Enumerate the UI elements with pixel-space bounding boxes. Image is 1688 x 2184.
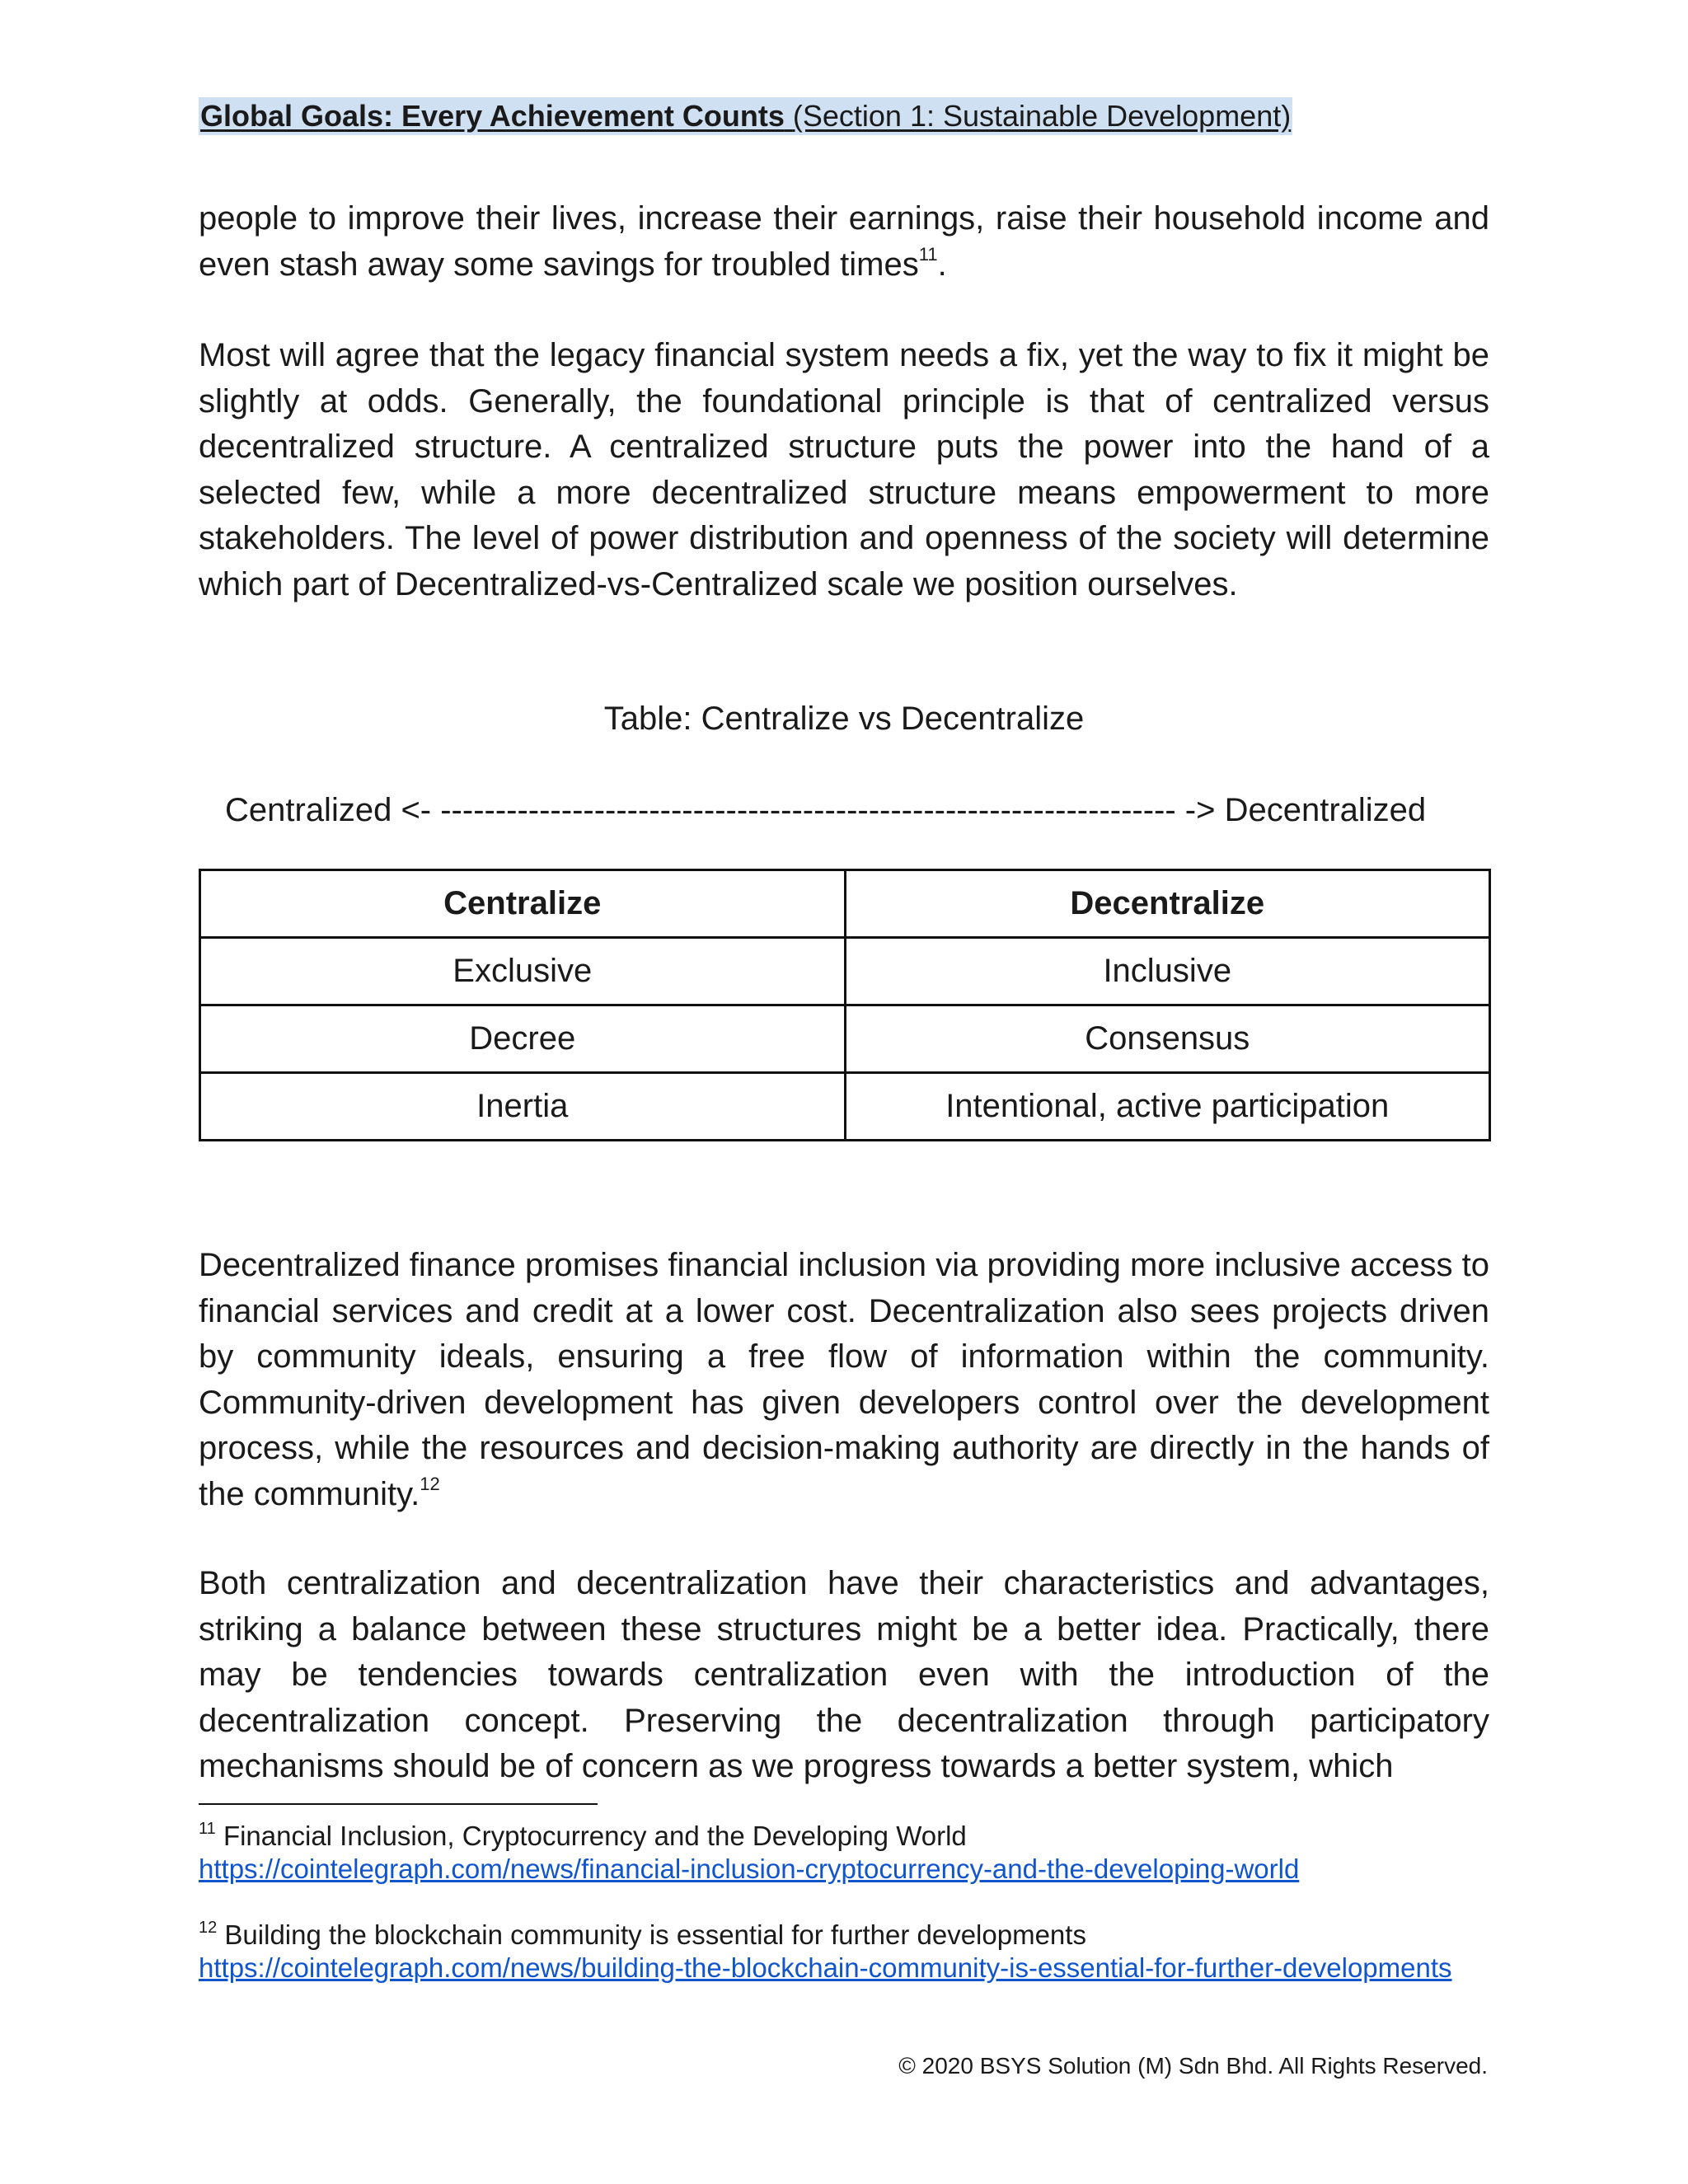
table-title: Table: Centralize vs Decentralize <box>603 701 1085 737</box>
table-row <box>200 938 1490 1005</box>
table-row <box>200 1073 1490 1141</box>
table-cell: Decree <box>200 1005 846 1073</box>
running-header <box>199 97 1292 135</box>
paragraph-3 <box>199 1243 1489 1517</box>
paragraph-4: Both centralization and decentralization have their characteristics and advantages, striking a balance between these structures might be a better idea. Practically, there may be tendencies towards centralization even with the introduction of the decentralization concept. Preserving the decentralization through participatory mechanisms should be of concern as we progress towards a better system, which <box>199 1565 1489 1784</box>
footnote-11 <box>199 1820 1517 1886</box>
copyright-footer: © 2020 BSYS Solution (M) Sdn Bhd. All Rights Reserved. <box>898 2053 1488 2079</box>
footnote-12-title-line <box>199 1919 1517 1952</box>
comparison-table <box>199 869 1491 1141</box>
footnote-title: Financial Inclusion, Cryptocurrency and the Developing World <box>223 1821 967 1851</box>
table-header-decentralize: Decentralize <box>845 870 1490 938</box>
footnote-number: 11 <box>199 1820 216 1838</box>
table-cell: Inclusive <box>845 938 1490 1005</box>
header-section: (Section 1: Sustainable Development) <box>792 99 1292 133</box>
table-header-centralize: Centralize <box>200 870 846 938</box>
footnote-12-link[interactable]: https://cointelegraph.com/news/building-the-blockchain-community-is-essential-for-further-developments <box>199 1952 1452 1983</box>
paragraph-1-text: people to improve their lives, increase their earnings, raise their household income and even stash away some savings for troubled times <box>199 200 1489 283</box>
paragraph-2: Most will agree that the legacy financial system needs a fix, yet the way to fix it might be slightly at odds. Generally, the foundational principle is that of centralized versus decentralized structure. A centralized structure puts the power into the hand of a selected few, while a more decentralized structure means empowerment to more stakeholders. The level of power distribution and openness of the society will determine which part of Decentralized-vs-Centralized scale we position ourselves. <box>199 337 1489 602</box>
table-cell: Exclusive <box>200 938 846 1005</box>
centralization-scale: Centralized <- ------------------------------------------------------------------- -> Decentralized <box>225 792 1427 828</box>
paragraph-3-text: Decentralized finance promises financial inclusion via providing more inclusive access to financial services and credit at a lower cost. Decentralization also sees projects driven by community ideals, ensuring a free flow of information within the community. Community-driven development has given developers control over the development process, while the resources and decision-making authority are directly in the hands of the community. <box>199 1247 1489 1512</box>
footnote-title: Building the blockchain community is essential for further developments <box>224 1919 1086 1950</box>
header-title: Global Goals: Every Achievement Counts <box>200 99 785 133</box>
table-cell: Intentional, active participation <box>845 1073 1490 1141</box>
footnote-12 <box>199 1919 1517 1985</box>
paragraph-1 <box>199 196 1489 288</box>
table-row <box>200 1005 1490 1073</box>
footnote-ref-11[interactable]: 11 <box>918 243 938 265</box>
footnote-number: 12 <box>199 1919 218 1937</box>
paragraph-1-end: . <box>937 246 947 283</box>
table-cell: Inertia <box>200 1073 846 1141</box>
footnote-divider <box>199 1803 598 1805</box>
footnote-11-title-line <box>199 1820 1517 1853</box>
footnote-11-link[interactable]: https://cointelegraph.com/news/financial-inclusion-cryptocurrency-and-the-developing-world <box>199 1854 1300 1884</box>
table-cell: Consensus <box>845 1005 1490 1073</box>
table-header-row <box>200 870 1490 938</box>
footnote-ref-12[interactable]: 12 <box>420 1473 440 1494</box>
